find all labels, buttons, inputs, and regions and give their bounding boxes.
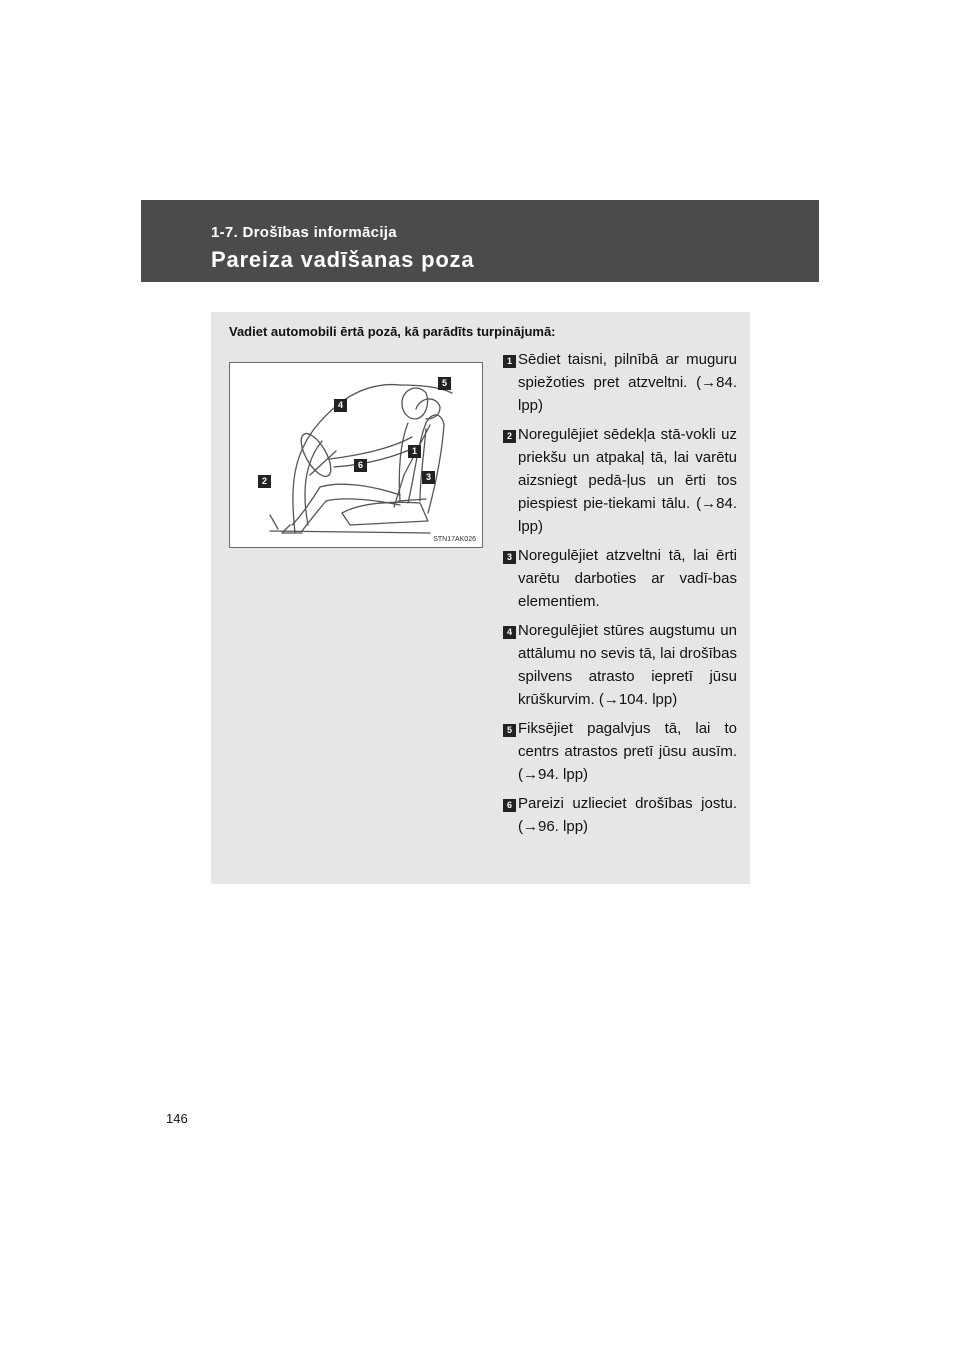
step-text: Noregulējiet sēdekļa stā-vokli uz priekšu un atpakaļ tā, lai varētu aizsniegt pedā-ļus un ērti tos piespiest pie-tiekami tālu. (→84. lpp) [518,426,737,535]
intro-text: Vadiet automobili ērtā pozā, kā parādīts turpinājumā: [229,324,556,339]
step-item [503,619,737,711]
step-item [503,544,737,613]
figure-badge-5: 5 [438,377,451,390]
chapter-header [141,200,819,282]
step-item [503,717,737,786]
figure-code: STN17AK026 [433,536,476,543]
step-number-badge: 1 [503,355,516,368]
step-text: Pareizi uzlieciet drošības jostu. (→96. lpp) [518,795,737,835]
step-text: Noregulējiet stūres augstumu un attālumu no sevis tā, lai drošības spilvens atrasto iepretī jūsu krūškurvim. (→104. lpp) [518,622,737,708]
step-number-badge: 4 [503,626,516,639]
instruction-steps [503,348,737,844]
figure-badge-4: 4 [334,399,347,412]
step-item [503,348,737,417]
step-text: Noregulējiet atzveltni tā, lai ērti varētu darboties ar vadī-bas elementiem. [518,547,737,610]
section-label: 1-7. Drošības informācija [211,224,397,241]
page-number: 146 [166,1111,188,1126]
step-text: Fiksējiet pagalvjus tā, lai to centrs atrastos pretī jūsu ausīm. (→94. lpp) [518,720,737,783]
step-text: Sēdiet taisni, pilnībā ar muguru spiežoties pret atzveltni. (→84. lpp) [518,351,737,414]
step-number-badge: 5 [503,724,516,737]
content-panel [211,312,750,884]
step-item [503,423,737,538]
driving-posture-illustration [229,362,483,548]
figure-badge-6: 6 [354,459,367,472]
step-number-badge: 6 [503,799,516,812]
figure-badge-1: 1 [408,445,421,458]
step-item [503,792,737,838]
step-number-badge: 2 [503,430,516,443]
figure-badge-2: 2 [258,475,271,488]
step-number-badge: 3 [503,551,516,564]
page-title: Pareiza vadīšanas poza [211,247,475,272]
driver-illustration-drawing [230,363,482,547]
figure-badge-3: 3 [422,471,435,484]
